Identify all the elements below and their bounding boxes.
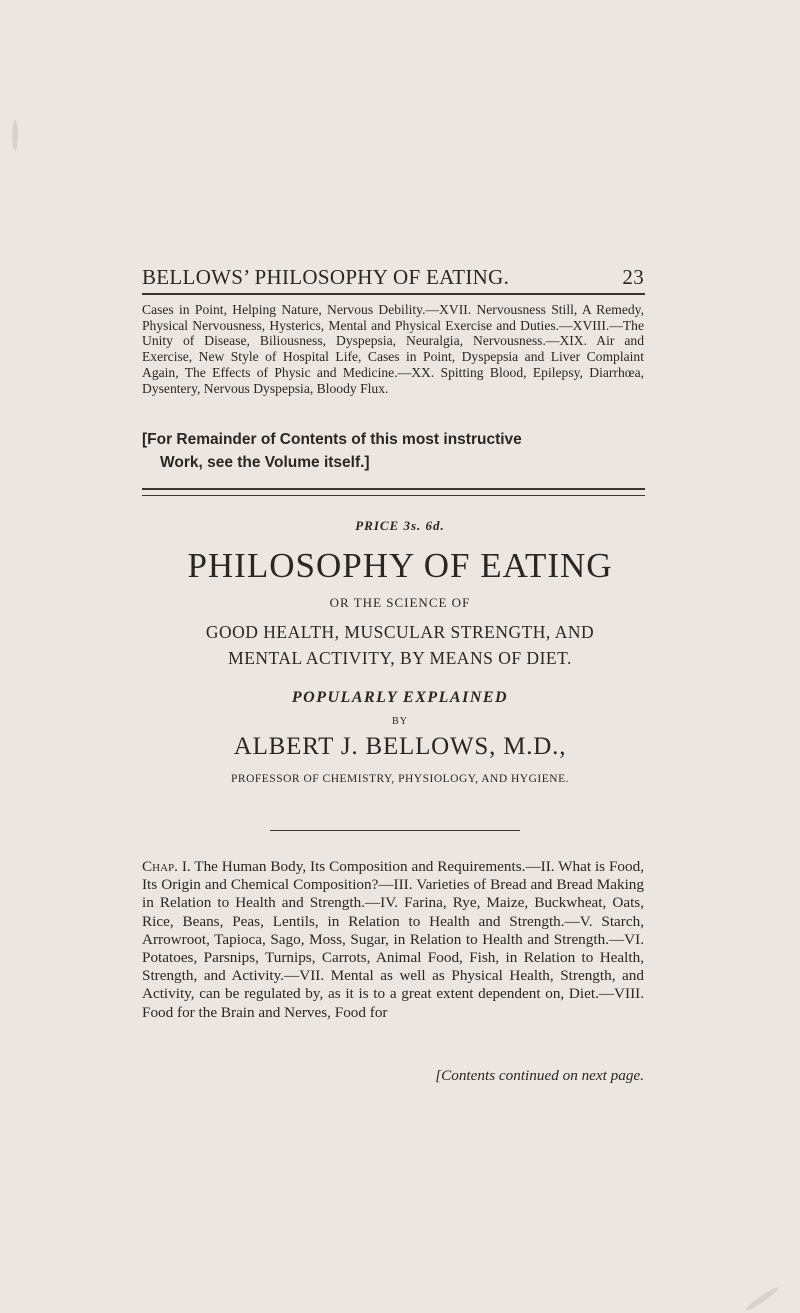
remainder-note-line-1: [For Remainder of Contents of this most instructive — [142, 431, 522, 448]
contents-continued-note: [Contents continued on next page. — [435, 1067, 644, 1084]
by-line: BY — [392, 716, 408, 727]
or-the-science-of: OR THE SCIENCE OF — [329, 595, 471, 610]
double-divider-rule — [142, 488, 645, 496]
running-head — [142, 265, 642, 290]
book-title: PHILOSOPHY OF EATING — [187, 546, 613, 585]
section-rule — [270, 830, 520, 831]
remainder-note — [142, 428, 644, 474]
contents-continuation-paragraph: Cases in Point, Helping Nature, Nervous Debility.—XVII. Nervousness Still, A Remedy, Physical Nervousness, Hysterics, Mental and Physical Exercise and Duties.—XVIII.—The Unity of Disease, Biliousness, Dyspepsia, Neuralgia, Nervousness.—XIX. Air and Exercise, New Style of Hospital Life, Cases in Point, Dyspepsia and Liver Complaint Again, The Effects of Physic and Medicine.—XX. Spitting Blood, Epilepsy, Diarrhœa, Dysentery, Nervous Dyspepsia, Bloody Flux. — [142, 302, 644, 396]
price-line: PRICE 3s. 6d. — [355, 518, 445, 533]
subtitle-line-1: GOOD HEALTH, MUSCULAR STRENGTH, AND — [205, 622, 595, 642]
remainder-note-line-2: Work, see the Volume itself.] — [160, 454, 370, 471]
chapter-contents — [142, 858, 644, 1022]
running-head-title: BELLOWS’ PHILOSOPHY OF EATING. — [142, 265, 510, 289]
page-number: 23 — [622, 265, 644, 289]
chapter-contents-text: I. The Human Body, Its Composition and Requirements.—II. What is Food, Its Origin and Chemical Composition?—III. Varieties of Bread and Bread Making in Relation to Health and Strength.—IV. Farina, Rye, Maize, Buckwheat, Oats, Rice, Beans, Peas, Lentils, in Relation to Health and Strength.—V. Starch, Arrowroot, Tapioca, Sago, Moss, Sugar, in Relation to Health and Strength.—VI. Potatoes, Parsnips, Turnips, Carrots, Animal Food, Fish, in Relation to Health, Strength, and Activity.—VII. Mental as well as Physical Health, Strength, and Activity, can be regulated by, as it is to a great extent dependent on, Diet.—VIII. Food for the Brain and Nerves, Food for — [142, 858, 644, 1021]
header-rule — [142, 293, 645, 295]
author-name: ALBERT J. BELLOWS, M.D., — [233, 733, 567, 760]
popularly-explained: POPULARLY EXPLAINED — [291, 689, 509, 706]
subtitle-line-2: MENTAL ACTIVITY, BY MEANS OF DIET. — [228, 648, 572, 668]
author-profession: PROFESSOR OF CHEMISTRY, PHYSIOLOGY, AND HYGIENE. — [231, 773, 569, 785]
book-subtitle — [0, 619, 800, 671]
page-stain — [12, 120, 18, 150]
chap-label: Chap. — [142, 858, 178, 875]
